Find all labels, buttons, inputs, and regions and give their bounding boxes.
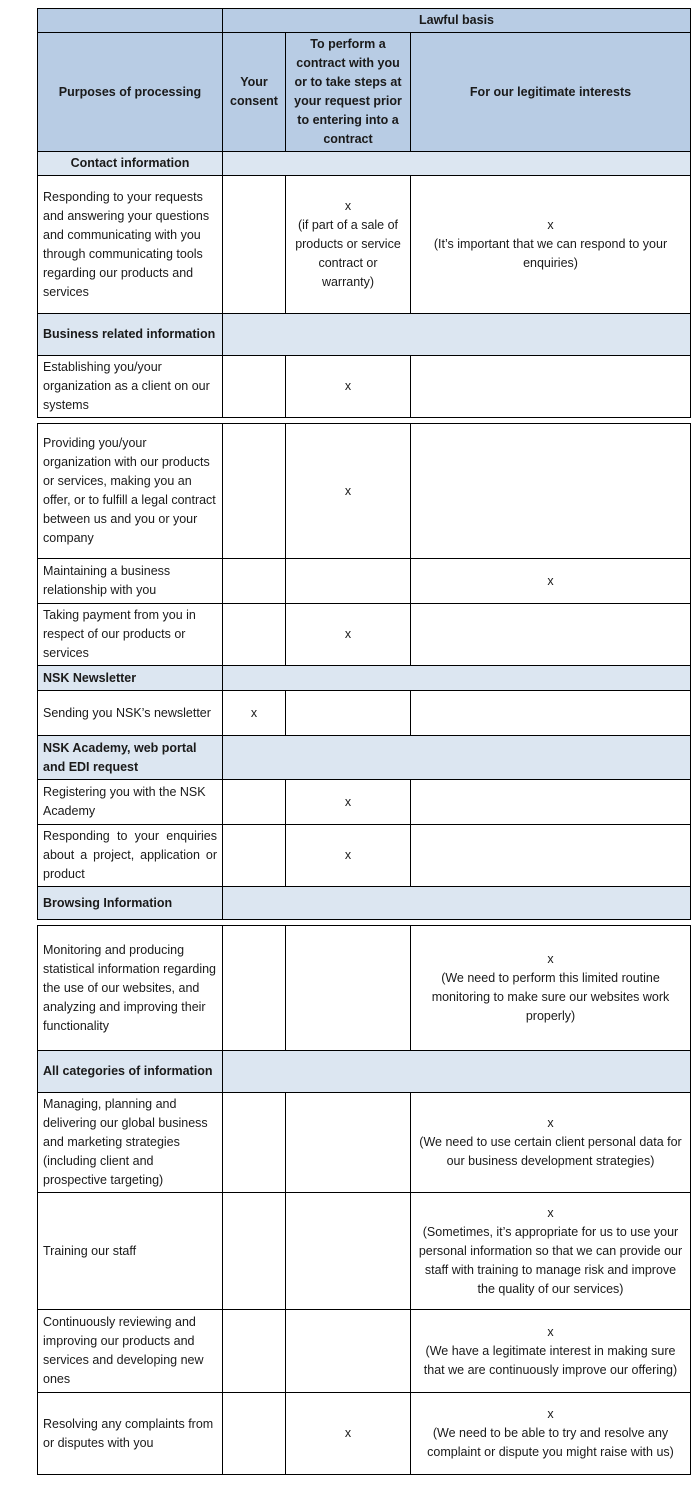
column-header-row xyxy=(38,33,691,152)
legitimate-cell xyxy=(411,559,691,604)
section-row xyxy=(38,736,691,780)
col-header-legitimate: For our legitimate interests xyxy=(411,33,691,152)
contract-cell xyxy=(286,780,411,825)
purpose-cell: Continuously reviewing and improving our products and services and developing new ones xyxy=(38,1310,223,1393)
consent-cell xyxy=(223,604,286,666)
contract-cell xyxy=(286,176,411,314)
data-row xyxy=(38,604,691,666)
purpose-cell: Training our staff xyxy=(38,1193,223,1310)
contract-cell xyxy=(286,1310,411,1393)
section-row xyxy=(38,314,691,356)
cell-line: x xyxy=(547,573,554,588)
col-header-consent: Your consent xyxy=(223,33,286,152)
consent-cell xyxy=(223,691,286,736)
legitimate-cell xyxy=(411,1093,691,1193)
section-row xyxy=(38,666,691,691)
data-row xyxy=(38,691,691,736)
data-row xyxy=(38,1193,691,1310)
legitimate-cell xyxy=(411,691,691,736)
consent-cell xyxy=(223,424,286,559)
data-row xyxy=(38,825,691,887)
contract-cell xyxy=(286,1093,411,1193)
cell-line: x xyxy=(344,483,352,498)
section-spacer-cell xyxy=(223,736,691,780)
cell-line: (We have a legitimate interest in making sure that we are continuously improve our offering) xyxy=(423,1343,678,1377)
cell-line: x xyxy=(547,1407,554,1421)
section-label-cell: Business related information xyxy=(38,314,223,356)
cell-line: x xyxy=(547,1116,554,1130)
cell-line: (Sometimes, it’s appropriate for us to use your personal information so that we can provide our staff with training to manage risk and improve the quality of our services) xyxy=(418,1224,683,1296)
section-row xyxy=(38,152,691,176)
contract-cell xyxy=(286,604,411,666)
purpose-cell: Sending you NSK’s newsletter xyxy=(38,691,223,736)
consent-cell xyxy=(223,176,286,314)
col-header-contract: To perform a contract with you or to take steps at your request prior to entering into a contract xyxy=(286,33,411,152)
cell-line: x xyxy=(344,1426,352,1440)
legitimate-cell xyxy=(411,356,691,418)
consent-cell xyxy=(223,825,286,887)
purpose-cell: Monitoring and producing statistical information regarding the use of our websites, and analyzing and improving their functionality xyxy=(38,926,223,1051)
purpose-cell: Responding to your requests and answering your questions and communicating with you through communicating tools regarding our products and services xyxy=(38,176,223,314)
contract-cell xyxy=(286,559,411,604)
section-spacer-cell xyxy=(223,314,691,356)
lawful-basis-table-segment-3 xyxy=(37,925,691,1475)
consent-cell xyxy=(223,1393,286,1475)
data-row xyxy=(38,1310,691,1393)
section-row xyxy=(38,1051,691,1093)
cell-line: (if part of a sale of products or service contract or warranty) xyxy=(295,218,401,289)
contract-cell xyxy=(286,1393,411,1475)
contract-cell xyxy=(286,1193,411,1310)
section-label-cell: All categories of information xyxy=(38,1051,223,1093)
data-row xyxy=(38,1093,691,1193)
data-row xyxy=(38,559,691,604)
legitimate-cell xyxy=(411,1193,691,1310)
col-header-purposes: Purposes of processing xyxy=(38,33,223,152)
section-label-cell: NSK Newsletter xyxy=(38,666,223,691)
cell-line: x xyxy=(344,199,352,213)
cell-line: x xyxy=(547,218,554,232)
section-row xyxy=(38,887,691,920)
data-row xyxy=(38,1393,691,1475)
section-spacer-cell xyxy=(223,152,691,176)
purpose-cell: Taking payment from you in respect of our products or services xyxy=(38,604,223,666)
purpose-cell: Responding to your enquiries about a project, application or product xyxy=(38,825,223,887)
lawful-basis-table-segment-1 xyxy=(37,8,691,418)
cell-line: x xyxy=(547,1205,554,1220)
contract-cell xyxy=(286,356,411,418)
data-row xyxy=(38,424,691,559)
purpose-cell: Resolving any complaints from or disputes with you xyxy=(38,1393,223,1475)
lawful-basis-header-row xyxy=(38,9,691,33)
purpose-cell: Establishing you/your organization as a client on our systems xyxy=(38,356,223,418)
corner-cell xyxy=(38,9,223,33)
consent-cell xyxy=(223,559,286,604)
legitimate-cell xyxy=(411,176,691,314)
contract-cell xyxy=(286,926,411,1051)
cell-line: (We need to be able to try and resolve any complaint or dispute you might raise with us) xyxy=(427,1426,674,1459)
section-label-cell: NSK Academy, web portal and EDI request xyxy=(38,736,223,780)
section-label-cell: Contact information xyxy=(38,152,223,176)
cell-line: x xyxy=(250,705,258,720)
consent-cell xyxy=(223,356,286,418)
cell-line: x xyxy=(547,952,554,966)
cell-line: (We need to perform this limited routine monitoring to make sure our websites work properly) xyxy=(431,971,670,1023)
purpose-cell: Registering you with the NSK Academy xyxy=(38,780,223,825)
consent-cell xyxy=(223,1093,286,1193)
legitimate-cell xyxy=(411,926,691,1051)
data-row xyxy=(38,926,691,1051)
legitimate-cell xyxy=(411,1310,691,1393)
cell-line: (We need to use certain client personal data for our business development strategies) xyxy=(419,1135,682,1168)
contract-cell xyxy=(286,691,411,736)
consent-cell xyxy=(223,926,286,1051)
cell-line: x xyxy=(344,794,352,809)
consent-cell xyxy=(223,1310,286,1393)
cell-line: x xyxy=(547,1324,554,1339)
purpose-cell: Managing, planning and delivering our global business and marketing strategies (including client and prospective targeting) xyxy=(38,1093,223,1193)
cell-line: x xyxy=(344,848,352,862)
legitimate-cell xyxy=(411,604,691,666)
section-spacer-cell xyxy=(223,666,691,691)
contract-cell xyxy=(286,424,411,559)
legitimate-cell xyxy=(411,1393,691,1475)
contract-cell xyxy=(286,825,411,887)
lawful-basis-table-segment-2 xyxy=(37,423,691,920)
consent-cell xyxy=(223,1193,286,1310)
consent-cell xyxy=(223,780,286,825)
purpose-cell: Maintaining a business relationship with you xyxy=(38,559,223,604)
cell-line: x xyxy=(344,627,352,641)
data-row xyxy=(38,176,691,314)
cell-line: x xyxy=(344,379,352,393)
section-label-cell: Browsing Information xyxy=(38,887,223,920)
lawful-basis-title: Lawful basis xyxy=(223,9,691,33)
section-spacer-cell xyxy=(223,887,691,920)
section-spacer-cell xyxy=(223,1051,691,1093)
data-row xyxy=(38,780,691,825)
data-row xyxy=(38,356,691,418)
legitimate-cell xyxy=(411,780,691,825)
cell-line: (It’s important that we can respond to your enquiries) xyxy=(433,237,668,270)
legitimate-cell xyxy=(411,825,691,887)
legitimate-cell xyxy=(411,424,691,559)
purpose-cell: Providing you/your organization with our products or services, making you an offer, or to fulfill a legal contract between us and you or your company xyxy=(38,424,223,559)
